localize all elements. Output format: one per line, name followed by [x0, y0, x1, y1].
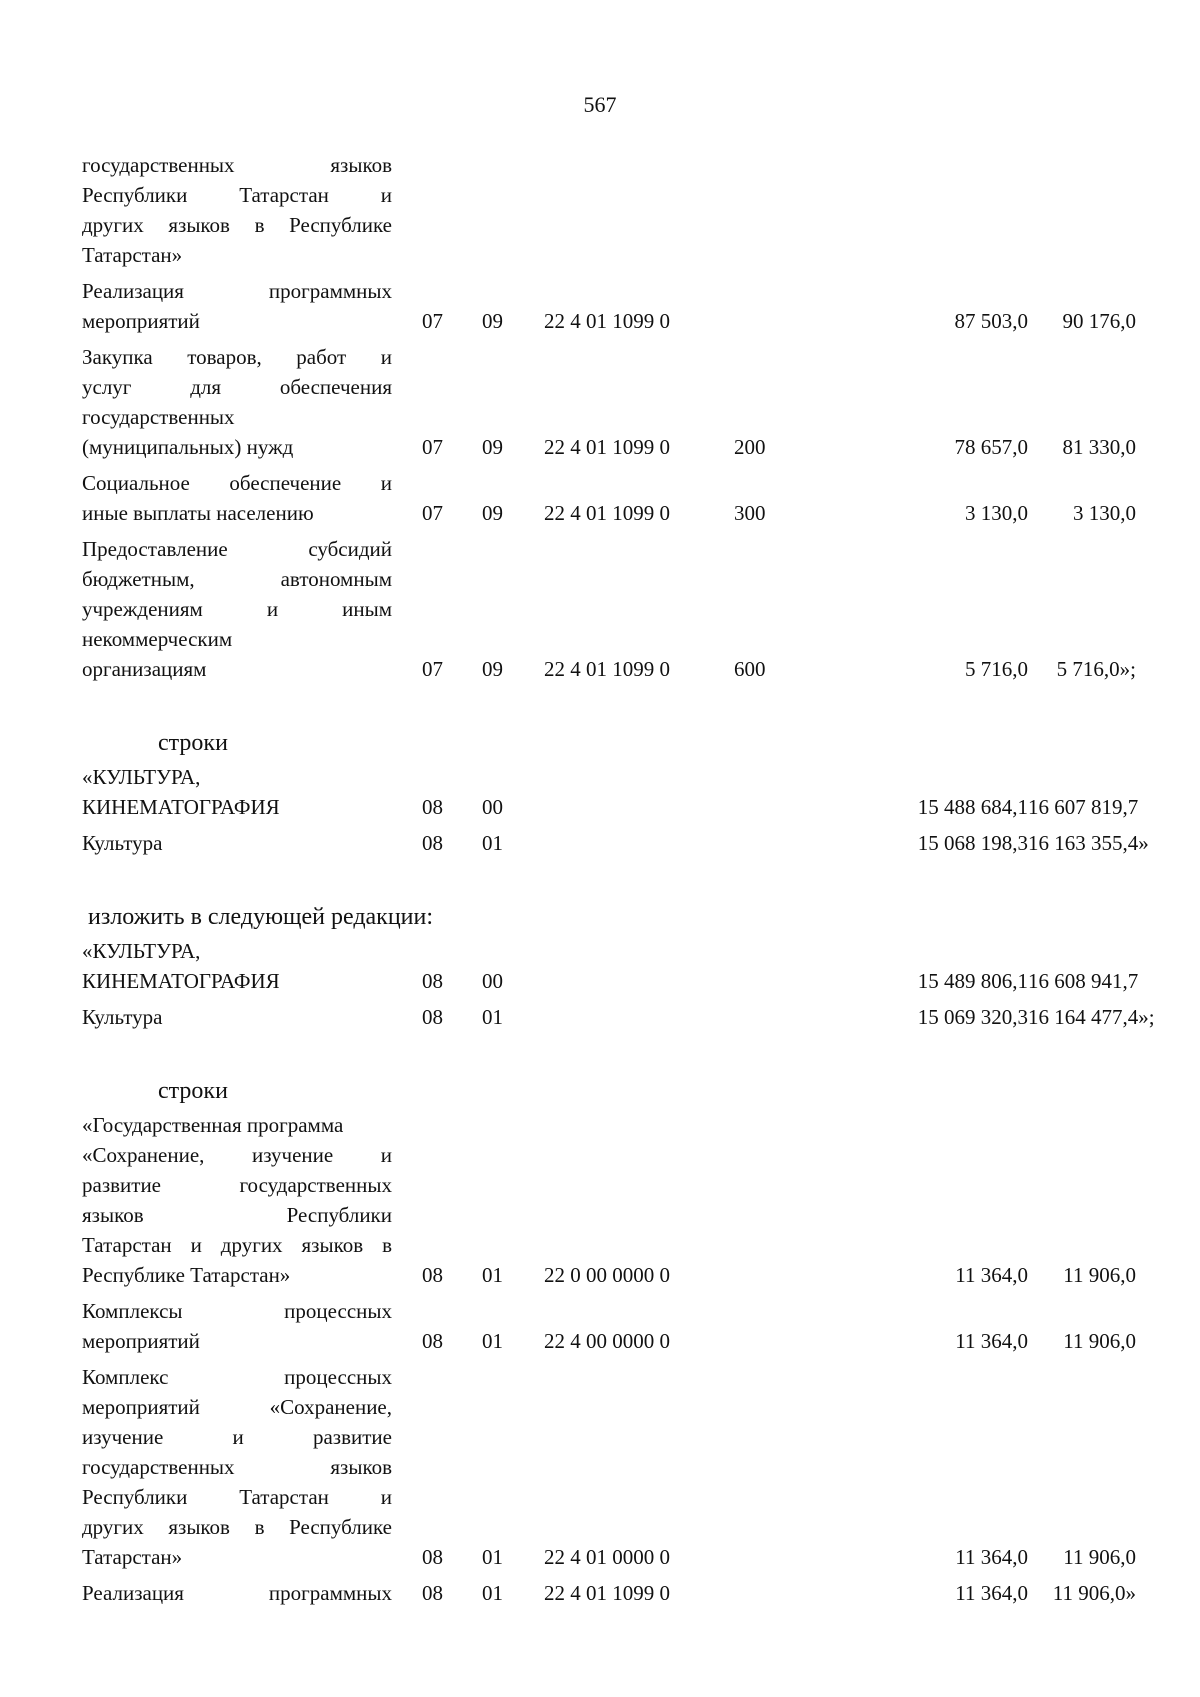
subsection-code: 00	[482, 795, 503, 819]
row-name-line: КИНЕМАТОГРАФИЯ	[82, 795, 280, 819]
amount-year-2: 81 330,0	[1062, 435, 1136, 459]
row-name-line: Татарстан и других языков в	[82, 1233, 392, 1257]
amount-year-2: 16 608 941,7	[1028, 969, 1139, 993]
row-name-line: мероприятий	[82, 309, 200, 333]
table-row	[82, 276, 1142, 336]
section-code: 08	[422, 1545, 443, 1569]
table-row	[82, 762, 1142, 822]
row-name-line: бюджетным, автономным	[82, 567, 392, 591]
section-lead-rows-2: строки	[158, 1078, 228, 1104]
target-article-code: 22 4 01 1099 0	[544, 1581, 670, 1605]
row-name-line: Республики Татарстан и	[82, 1485, 392, 1509]
row-name-line: «КУЛЬТУРА,	[82, 939, 201, 963]
amount-year-2: 90 176,0	[1062, 309, 1136, 333]
amount-year-2: 16 163 355,4»	[1028, 831, 1149, 855]
row-name-line: мероприятий «Сохранение,	[82, 1395, 392, 1419]
target-article-code: 22 4 01 1099 0	[544, 435, 670, 459]
amount-year-2: 11 906,0»	[1052, 1581, 1136, 1605]
row-name-line: Культура	[82, 831, 163, 855]
section-code: 07	[422, 657, 443, 681]
table-row	[82, 342, 1142, 462]
row-name-line: Татарстан»	[82, 243, 183, 267]
row-name-line: развитие государственных	[82, 1173, 392, 1197]
section-code: 08	[422, 1005, 443, 1029]
row-name	[82, 1362, 392, 1572]
table-row	[82, 468, 1142, 528]
section-code: 07	[422, 309, 443, 333]
expense-type-code: 200	[734, 435, 766, 459]
target-article-code: 22 4 01 1099 0	[544, 657, 670, 681]
row-name-line: «КУЛЬТУРА,	[82, 765, 201, 789]
section-lead-new-edition: изложить в следующей редакции:	[88, 904, 434, 930]
amount-year-2: 11 906,0	[1063, 1263, 1136, 1287]
target-article-code: 22 4 00 0000 0	[544, 1329, 670, 1353]
section-code: 08	[422, 1263, 443, 1287]
subsection-code: 09	[482, 309, 503, 333]
target-article-code: 22 4 01 1099 0	[544, 501, 670, 525]
table-row	[82, 828, 1149, 858]
row-name-line: Татарстан»	[82, 1545, 183, 1569]
row-name-line: иные выплаты населению	[82, 501, 314, 525]
subsection-code: 00	[482, 969, 503, 993]
target-article-code: 22 4 01 1099 0	[544, 309, 670, 333]
section-code: 08	[422, 831, 443, 855]
target-article-code: 22 0 00 0000 0	[544, 1263, 670, 1287]
subsection-code: 01	[482, 831, 503, 855]
amount-year-1: 3 130,0	[965, 501, 1028, 525]
amount-year-1: 5 716,0	[965, 657, 1028, 681]
amount-year-2: 11 906,0	[1063, 1545, 1136, 1569]
row-name-line: «Государственная программа	[82, 1113, 344, 1137]
row-name-line: Закупка товаров, работ и	[82, 345, 392, 369]
document-body	[82, 150, 1155, 1608]
amount-year-1: 11 364,0	[955, 1263, 1028, 1287]
subsection-code: 01	[482, 1581, 503, 1605]
subsection-code: 01	[482, 1263, 503, 1287]
expense-type-code: 300	[734, 501, 766, 525]
amount-year-1: 15 489 806,1	[917, 969, 1028, 993]
section-code: 07	[422, 435, 443, 459]
table-block-4	[82, 1110, 1142, 1608]
target-article-code: 22 4 01 0000 0	[544, 1545, 670, 1569]
amount-year-1: 15 488 684,1	[917, 795, 1028, 819]
section-code: 08	[422, 1581, 443, 1605]
row-name-line: Комплексы процессных	[82, 1299, 392, 1323]
section-code: 07	[422, 501, 443, 525]
amount-year-2: 3 130,0	[1073, 501, 1136, 525]
row-name-line: Реализация программных	[82, 279, 392, 303]
subsection-code: 09	[482, 657, 503, 681]
section-code: 08	[422, 1329, 443, 1353]
amount-year-1: 11 364,0	[955, 1329, 1028, 1353]
amount-year-2: 5 716,0»;	[1056, 657, 1136, 681]
amount-year-1: 78 657,0	[954, 435, 1028, 459]
table-row	[82, 1362, 1142, 1572]
row-name-line: Предоставление субсидий	[82, 537, 392, 561]
amount-year-2: 16 607 819,7	[1028, 795, 1139, 819]
table-row	[82, 150, 1142, 270]
row-name-line: некоммерческим	[82, 627, 233, 651]
row-name-line: КИНЕМАТОГРАФИЯ	[82, 969, 280, 993]
subsection-code: 01	[482, 1329, 503, 1353]
row-name-line: мероприятий	[82, 1329, 200, 1353]
row-name-line: учреждениям и иным	[82, 597, 392, 621]
table-row	[82, 1110, 1142, 1290]
page-number: 567	[583, 92, 617, 117]
amount-year-1: 15 069 320,3	[917, 1005, 1028, 1029]
row-name-line: Республики Татарстан и	[82, 183, 392, 207]
row-name-line: «Сохранение, изучение и	[82, 1143, 392, 1167]
row-name-line: языков Республики	[82, 1203, 392, 1227]
expense-type-code: 600	[734, 657, 766, 681]
table-block-3	[82, 936, 1155, 1032]
table-block-1	[82, 150, 1142, 684]
row-name-line: государственных языков	[82, 153, 392, 177]
row-name-line: Республике Татарстан»	[82, 1263, 291, 1287]
amount-year-1: 11 364,0	[955, 1581, 1028, 1605]
row-name-line: изучение и развитие	[82, 1425, 392, 1449]
table-row	[82, 534, 1142, 684]
row-name-line: (муниципальных) нужд	[82, 435, 294, 459]
row-name-line: Комплекс процессных	[82, 1365, 392, 1389]
amount-year-1: 87 503,0	[954, 309, 1028, 333]
row-name-line: других языков в Республике	[82, 213, 392, 237]
row-name-line: государственных языков	[82, 1455, 392, 1479]
row-name-line: других языков в Республике	[82, 1515, 392, 1539]
table-row	[82, 936, 1142, 996]
section-code: 08	[422, 969, 443, 993]
amount-year-2: 11 906,0	[1063, 1329, 1136, 1353]
row-name-line: Социальное обеспечение и	[82, 471, 392, 495]
row-name-line: Реализация программных	[82, 1581, 392, 1605]
section-code: 08	[422, 795, 443, 819]
subsection-code: 01	[482, 1545, 503, 1569]
row-name-line: организациям	[82, 657, 207, 681]
amount-year-1: 11 364,0	[955, 1545, 1028, 1569]
row-name-line: государственных	[82, 405, 235, 429]
table-row	[82, 1296, 1142, 1356]
table-row	[82, 1578, 1142, 1608]
subsection-code: 09	[482, 501, 503, 525]
amount-year-2: 16 164 477,4»;	[1028, 1005, 1155, 1029]
table-row	[82, 1002, 1155, 1032]
amount-year-1: 15 068 198,3	[917, 831, 1028, 855]
row-name-line: Культура	[82, 1005, 163, 1029]
row-name-line: услуг для обеспечения	[82, 375, 392, 399]
table-block-2	[82, 762, 1149, 858]
subsection-code: 09	[482, 435, 503, 459]
subsection-code: 01	[482, 1005, 503, 1029]
section-lead-rows-old: строки	[158, 730, 228, 756]
